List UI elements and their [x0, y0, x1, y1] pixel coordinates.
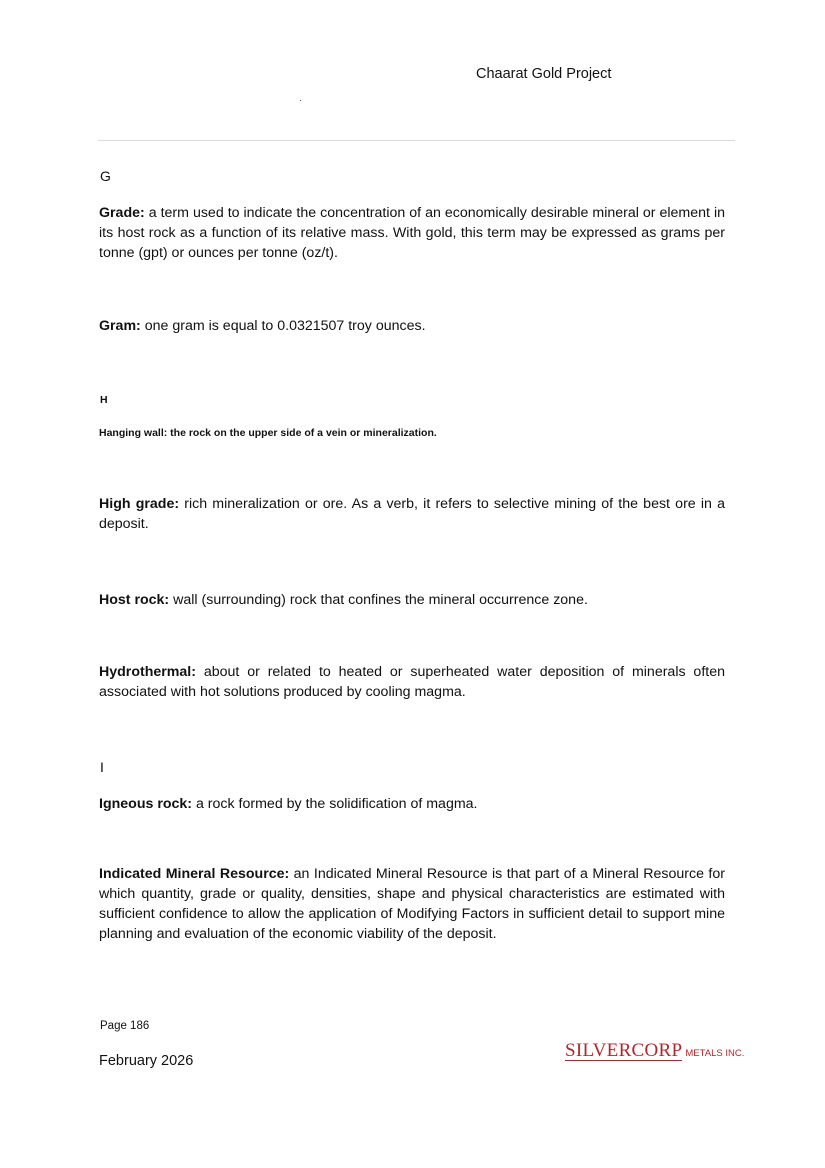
section-letter-h: H — [100, 394, 108, 406]
section-letter-i: I — [100, 759, 104, 775]
glossary-entry-hanging-wall: Hanging wall: the rock on the upper side of a vein or mineralization. — [99, 427, 437, 439]
entry-definition: one gram is equal to 0.0321507 troy ounces. — [140, 318, 426, 334]
entry-term: Gram: — [99, 318, 141, 334]
glossary-entry-igneous-rock — [99, 794, 725, 814]
glossary-entry-host-rock — [99, 590, 725, 610]
footer-date: February 2026 — [99, 1053, 194, 1069]
silvercorp-logo — [565, 1042, 744, 1061]
section-letter-g: G — [100, 168, 111, 184]
entry-term: Igneous rock: — [99, 796, 193, 812]
logo-subtitle: METALS INC. — [685, 1048, 745, 1059]
entry-term: High grade: — [99, 496, 180, 512]
glossary-entry-grade — [99, 203, 725, 263]
glossary-entry-high-grade — [99, 494, 725, 534]
entry-term: Indicated Mineral Resource: — [99, 866, 290, 882]
glossary-entry-indicated-mineral-resource — [99, 864, 725, 944]
entry-definition: about or related to heated or superheated water deposition of minerals often associated with hot solutions produced by cooling magma. — [99, 664, 725, 700]
glossary-entry-gram — [99, 316, 725, 336]
entry-definition: a term used to indicate the concentration of an economically desirable mineral or element in its host rock as a function of its relative mass. With gold, this term may be expressed as grams per tonne (gpt) or ounces per tonne (oz/t). — [99, 205, 725, 261]
entry-definition: rich mineralization or ore. As a verb, it refers to selective mining of the best ore in a deposit. — [99, 496, 725, 532]
entry-definition: wall (surrounding) rock that confines the mineral occurrence zone. — [169, 592, 588, 608]
page-number: Page 186 — [100, 1020, 150, 1032]
entry-definition: a rock formed by the solidification of magma. — [192, 796, 478, 812]
header-mark — [300, 100, 301, 101]
entry-definition: an Indicated Mineral Resource is that part of a Mineral Resource for which quantity, grade or quality, densities, shape and physical characteristics are estimated with sufficient confidence to allow the application of Modifying Factors in sufficient detail to support mine planning and evaluation of the economic viability of the deposit. — [99, 866, 725, 942]
header-title: Chaarat Gold Project — [476, 66, 612, 82]
entry-term: Grade: — [99, 205, 145, 221]
logo-wordmark: SILVERCORP — [565, 1040, 683, 1061]
entry-term: Host rock: — [99, 592, 170, 608]
header-divider — [98, 140, 735, 141]
glossary-entry-hydrothermal — [99, 662, 725, 702]
entry-term: Hydrothermal: — [99, 664, 196, 680]
